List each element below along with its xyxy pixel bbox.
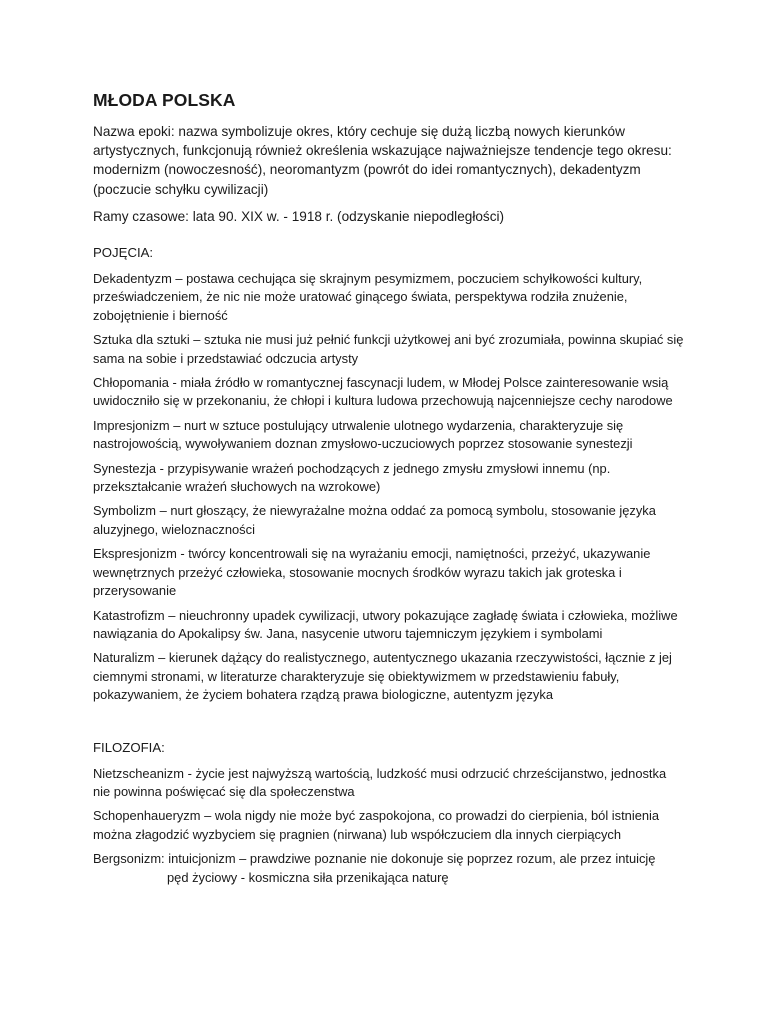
concept-naturalizm: Naturalizm – kierunek dążący do realistycznego, autentycznego ukazania rzeczywistości, łącznie z jej ciemnymi stronami, w literaturze charakteryzuje się obiektywizmem w przedstawieniu fabuły, pokazywaniem, że życiem bohatera rządzą prawa biologiczne, autentyzm języka <box>93 650 672 703</box>
document-page <box>93 88 685 893</box>
bergsonizm-line-2: pęd życiowy - kosmiczna siła przenikająca naturę <box>167 869 449 885</box>
philosophy-nietzscheanizm: Nietzscheanizm - życie jest najwyższą wartością, ludzkość musi odrzucić chrześcijanstwo, jednostka nie powinna poświęcać się dla społeczenstwa <box>93 765 667 799</box>
epoch-name-paragraph: Nazwa epoki: nazwa symbolizuje okres, który cechuje się dużą liczbą nowych kierunków artystycznych, funkcjonują również określenia wskazujące najważniejsze tendencje tego okresu: modernizm (nowoczesność), neoromantyzm (powrót do idei romantycznych), dekadentyzm (poczucie schyłku cywilizacji) <box>93 124 672 197</box>
concept-synestezja: Synestezja - przypisywanie wrażeń pochodzących z jednego zmysłu zmysłowi innemu (np. przekształcanie wrażeń słuchowych na wzrokowe) <box>93 460 611 495</box>
concept-dekadentyzm: Dekadentyzm – postawa cechująca się skrajnym pesymizmem, poczuciem schyłkowości kultury, przeświadczeniem, że nic nie może uratować ginącego świata, perspektywa rodziła znużenie, zobojętnienie i bierność <box>93 271 643 323</box>
document-title: MŁODA POLSKA <box>93 90 236 110</box>
concept-symbolizm: Symbolizm – nurt głoszący, że niewyrażalne można oddać za pomocą symbolu, stosowanie języka aluzyjnego, wieloznaczności <box>93 503 656 537</box>
section-heading-concepts: POJĘCIA: <box>93 245 154 261</box>
time-frame-paragraph: Ramy czasowe: lata 90. XIX w. - 1918 r. (odzyskanie niepodległości) <box>93 208 505 224</box>
philosophy-bergsonizm <box>93 850 685 887</box>
philosophy-schopenhaueryzm: Schopenhaueryzm – wola nigdy nie może być zaspokojona, co prowadzi do cierpienia, ból istnienia można złagodzić wyzbyciem się pragnien (nirwana) lub współczuciem dla innych cierpiących <box>93 808 660 842</box>
concept-ekspresjonizm: Ekspresjonizm - twórcy koncentrowali się na wyrażaniu emocji, namiętności, przeżyć, ukazywanie wewnętrznych przeżyć człowieka, stosowanie mocnych środków wyrazu takich jak groteska i przerysowanie <box>93 546 651 599</box>
concept-katastrofizm: Katastrofizm – nieuchronny upadek cywilizacji, utwory pokazujące zagładę świata i człowieka, możliwe nawiązania do Apokalipsy św. Jana, nasycenie utworu tajemniczym językiem i symbolami <box>93 607 678 641</box>
bergsonizm-line-1: Bergsonizm: intuicjonizm – prawdziwe poznanie nie dokonuje się poprzez rozum, ale przez intuicję <box>93 851 656 867</box>
concept-impresjonizm: Impresjonizm – nurt w sztuce postulujący utrwalenie ulotnego wydarzenia, charakteryzuje się nastrojowością, wywoływaniem doznan zmysłowo-uczuciowych poprzez stosowanie synestezji <box>93 417 633 452</box>
concept-chlopomania: Chłopomania - miała źródło w romantycznej fascynacji ludem, w Młodej Polsce zainteresowanie wsią uwidoczniło się w przekonaniu, że chłopi i kultura ludowa przechowują najcenniejsze cechy narodowe <box>93 375 673 409</box>
section-heading-philosophy: FILOZOFIA: <box>93 739 165 755</box>
concept-sztuka-dla-sztuki: Sztuka dla sztuki – sztuka nie musi już pełnić funkcji użytkowej ani być zrozumiała, powinna skupiać się sama na sobie i przedstawiać odczucia artysty <box>93 332 684 366</box>
